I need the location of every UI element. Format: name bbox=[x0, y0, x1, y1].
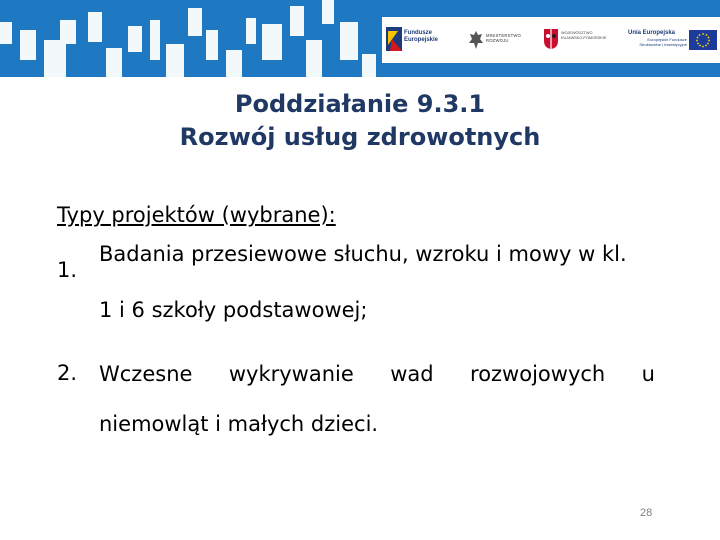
word: wad bbox=[390, 362, 434, 386]
fundusze-europejskie-logo bbox=[382, 17, 464, 63]
ue-sub2: Strukturalne i Inwestycyjne bbox=[639, 41, 687, 47]
word: Wczesne bbox=[99, 362, 193, 386]
decorative-blocks-graphic bbox=[0, 0, 380, 77]
min-line2: ROZWOJU bbox=[486, 38, 509, 43]
eu-flag-icon bbox=[689, 30, 717, 50]
word: wykrywanie bbox=[228, 362, 354, 386]
list-item-number: 2. bbox=[57, 361, 78, 385]
ue-title: Unia Europejska bbox=[628, 30, 676, 36]
list-item-number: 1. bbox=[57, 258, 78, 282]
coat-of-arms-icon bbox=[543, 28, 559, 50]
section-subheading: Typy projektów (wybrane): bbox=[57, 203, 336, 227]
title-line2: Rozwój usług zdrowotnych bbox=[179, 123, 541, 151]
ministerstwo-logo bbox=[464, 17, 539, 63]
word: u bbox=[641, 362, 655, 386]
woj-line1: WOJEWÓDZTWO bbox=[561, 31, 593, 35]
unia-europejska-logo bbox=[621, 17, 720, 63]
logo-strip bbox=[382, 17, 720, 63]
list-item bbox=[57, 242, 667, 323]
word: rozwojowych bbox=[470, 362, 606, 386]
fe-line2: Europejskie bbox=[404, 37, 439, 43]
slide-title bbox=[0, 88, 720, 154]
wojewodztwo-logo bbox=[539, 17, 621, 63]
min-line1: MINISTERSTWO bbox=[486, 33, 521, 38]
list-item-line2: 1 i 6 szkoły podstawowej; bbox=[99, 298, 368, 322]
list-item bbox=[57, 361, 667, 437]
fe-line1: Fundusze bbox=[404, 30, 432, 36]
woj-line2: KUJAWSKO-POMORSKIE bbox=[561, 35, 607, 40]
list-item-line1 bbox=[57, 361, 655, 387]
list-item-line1: Badania przesiewowe słuchu, wzroku i mowy w kl. bbox=[99, 242, 627, 266]
ue-sub1: Europejskie Fundusze bbox=[647, 37, 687, 42]
page-number: 28 bbox=[640, 507, 653, 519]
fe-star-icon bbox=[386, 27, 402, 51]
header-band bbox=[0, 0, 720, 77]
list-item-line2: niemowląt i małych dzieci. bbox=[99, 412, 379, 436]
title-line1: Poddziałanie 9.3.1 bbox=[234, 90, 486, 118]
eagle-emblem-icon bbox=[468, 29, 484, 51]
